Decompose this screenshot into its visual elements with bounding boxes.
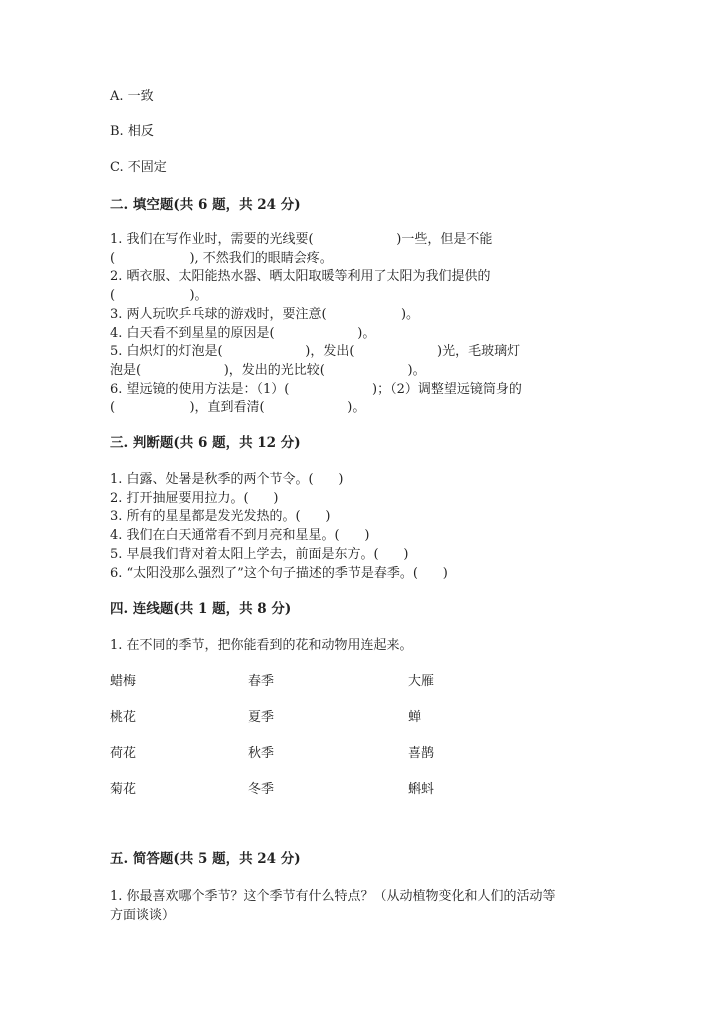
fill-blank-line: 4. 白天看不到星星的原因是( )。 [110, 325, 376, 341]
fill-blank-line: 1. 我们在写作业时，需要的光线要( )一些，但是不能 [110, 232, 493, 247]
section3-title: 三. 判断题(共 6 题，共 12 分) [110, 435, 301, 451]
true-false-item: 4. 我们在白天通常看不到月亮和星星。( ) [110, 528, 370, 544]
season-item: 夏季 [248, 710, 275, 725]
true-false-item: 3. 所有的星星都是发光发热的。( ) [110, 509, 331, 525]
option-a: A. 一致 [110, 89, 154, 104]
season-item: 冬季 [248, 782, 275, 797]
season-item: 秋季 [248, 746, 275, 761]
fill-blank-line: ( )，直到看清( )。 [110, 400, 366, 416]
true-false-item: 6. “太阳没那么强烈了”这个句子描述的季节是春季。( ) [110, 565, 448, 581]
fill-blank-line: 6. 望远镜的使用方法是：（1）( )；（2）调整望远镜筒身的 [110, 381, 522, 397]
fill-blank-line: 3. 两人玩吹乒乓球的游戏时，要注意( )。 [110, 306, 420, 322]
flower-item: 荷花 [110, 746, 137, 761]
fill-blank-line: 2. 晒衣服、太阳能热水器、晒太阳取暖等利用了太阳为我们提供的 [110, 269, 491, 285]
section4-title: 四. 连线题(共 1 题，共 8 分) [110, 601, 292, 617]
short-answer-line: 方面谈谈） [110, 907, 176, 923]
animal-item: 蝌蚪 [408, 782, 435, 797]
flower-item: 菊花 [110, 782, 137, 797]
section4-question: 1. 在不同的季节，把你能看到的花和动物用连起来。 [110, 638, 413, 653]
flower-item: 桃花 [110, 710, 137, 725]
season-item: 春季 [248, 674, 275, 689]
option-b: B. 相反 [110, 124, 154, 139]
animal-item: 大雁 [408, 674, 435, 689]
true-false-item: 5. 早晨我们背对着太阳上学去，前面是东方。( ) [110, 546, 409, 562]
true-false-item: 2. 打开抽屉要用拉力。( ) [110, 490, 279, 506]
fill-blank-line: ( ), 不然我们的眼睛会疼。 [110, 250, 333, 266]
animal-item: 喜鹊 [408, 746, 435, 761]
fill-blank-line: 5. 白炽灯的灯泡是( )，发出( )光，毛玻璃灯 [110, 344, 521, 360]
section2-title: 二. 填空题(共 6 题，共 24 分) [110, 197, 301, 213]
short-answer-line: 1. 你最喜欢哪个季节？这个季节有什么特点？（从动植物变化和人们的活动等 [110, 889, 556, 904]
option-c: C. 不固定 [110, 160, 167, 175]
animal-item: 蝉 [408, 710, 422, 725]
flower-item: 蜡梅 [110, 674, 137, 689]
section5-title: 五. 简答题(共 5 题，共 24 分) [110, 851, 301, 867]
true-false-item: 1. 白露、处暑是秋季的两个节令。( ) [110, 472, 344, 487]
fill-blank-line: ( )。 [110, 288, 208, 304]
fill-blank-line: 泡是( )，发出的光比较( )。 [110, 362, 426, 378]
